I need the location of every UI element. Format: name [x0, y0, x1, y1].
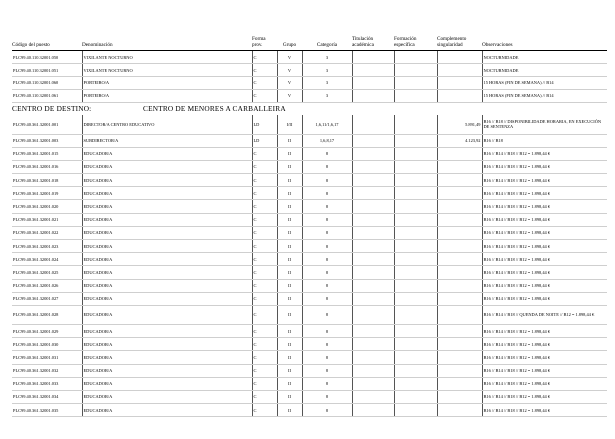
cell-formacion [394, 226, 437, 239]
cell-categoria: 8 [302, 377, 352, 390]
table-header [12, 32, 607, 49]
cell-categoria: 8 [302, 240, 352, 253]
cell-titulacion [352, 324, 394, 337]
cell-categoria: 8 [302, 279, 352, 292]
cell-denominacion: VIXILANTE NOCTURNO [82, 64, 252, 77]
cell-denominacion: EDUCADOR/A [82, 390, 252, 403]
cell-denominacion: EDUCADOR/A [82, 213, 252, 226]
cell-observaciones: B16 // B18 [482, 134, 607, 147]
table-row [12, 134, 607, 147]
cell-denominacion: EDUCADOR/A [82, 338, 252, 351]
table-row [12, 279, 607, 292]
cell-forma: C [252, 305, 277, 324]
cell-titulacion [352, 174, 394, 187]
header-complemento: Complemento singularidad [437, 36, 467, 49]
cell-categoria: 8 [302, 338, 352, 351]
cell-forma: C [252, 89, 277, 102]
cell-complemento [437, 174, 482, 187]
table-top [12, 51, 607, 103]
cell-complemento [437, 147, 482, 160]
cell-forma: C [252, 200, 277, 213]
cell-observaciones: B16 // B14 // B18 // QUENDA DE NOITE // B12 = 1.898,44 € [482, 305, 607, 324]
cell-observaciones: B16 // B14 // B18 // B12 = 1.898,44 € [482, 160, 607, 173]
cell-observaciones: B16 // B14 // B18 // B12 = 1.898,44 € [482, 174, 607, 187]
cell-titulacion [352, 390, 394, 403]
table-row [12, 51, 607, 64]
cell-forma: C [252, 377, 277, 390]
cell-titulacion [352, 213, 394, 226]
cell-titulacion [352, 147, 394, 160]
cell-observaciones: NOCTURNIDADE [482, 64, 607, 77]
cell-formacion [394, 77, 437, 90]
cell-complemento [437, 213, 482, 226]
cell-categoria: 8 [302, 324, 352, 337]
cell-formacion [394, 213, 437, 226]
cell-formacion [394, 160, 437, 173]
cell-codigo: PLC99.40.361.32001.033 [12, 377, 82, 390]
cell-denominacion: EDUCADOR/A [82, 200, 252, 213]
table-row [12, 324, 607, 337]
cell-codigo: PLC99.40.361.32001.023 [12, 240, 82, 253]
cell-denominacion: EDUCADOR/A [82, 266, 252, 279]
cell-grupo: V [277, 64, 302, 77]
cell-observaciones: B16 // B14 // B18 // B12 = 1.898,44 € [482, 240, 607, 253]
cell-grupo: II [277, 351, 302, 364]
cell-denominacion: EDUCADOR/A [82, 160, 252, 173]
cell-titulacion [352, 404, 394, 417]
cell-grupo: II [277, 390, 302, 403]
cell-codigo: PLC99.40.361.32001.026 [12, 279, 82, 292]
cell-observaciones: B16 // B14 // B18 // B12 = 1.898,44 € [482, 226, 607, 239]
cell-titulacion [352, 266, 394, 279]
cell-denominacion: EDUCADOR/A [82, 147, 252, 160]
cell-formacion [394, 51, 437, 64]
cell-formacion [394, 305, 437, 324]
cell-denominacion: EDUCADOR/A [82, 240, 252, 253]
table-row [12, 351, 607, 364]
cell-complemento [437, 292, 482, 305]
cell-grupo: II [277, 240, 302, 253]
cell-formacion [394, 147, 437, 160]
centro-label: CENTRO DE DESTINO: [12, 104, 92, 113]
cell-complemento [437, 377, 482, 390]
cell-codigo: PLC99.40.361.32001.016 [12, 160, 82, 173]
header-forma: Forma prov. [252, 36, 266, 49]
table-row [12, 338, 607, 351]
cell-codigo: PLC99.40.361.32001.027 [12, 292, 82, 305]
cell-observaciones: B16 // B14 // B18 // B12 = 1.898,44 € [482, 253, 607, 266]
cell-formacion [394, 240, 437, 253]
cell-forma: C [252, 279, 277, 292]
cell-denominacion: EDUCADOR/A [82, 187, 252, 200]
table-row [12, 377, 607, 390]
table-row [12, 174, 607, 187]
cell-categoria: 8 [302, 160, 352, 173]
cell-complemento [437, 266, 482, 279]
table-row [12, 213, 607, 226]
cell-codigo: PLC99.40.361.32001.034 [12, 390, 82, 403]
cell-complemento [437, 364, 482, 377]
table-row [12, 200, 607, 213]
cell-grupo: II [277, 187, 302, 200]
cell-grupo: II [277, 213, 302, 226]
cell-categoria: 8 [302, 200, 352, 213]
table-row [12, 292, 607, 305]
cell-codigo: PLC99.40.361.32001.030 [12, 338, 82, 351]
header-formacion: Formación específica [394, 36, 417, 49]
cell-titulacion [352, 226, 394, 239]
cell-grupo: II [277, 147, 302, 160]
cell-denominacion: PORTEIRO/A [82, 77, 252, 90]
cell-codigo: PLC99.40.361.32001.021 [12, 213, 82, 226]
cell-categoria: 8 [302, 226, 352, 239]
cell-grupo: II [277, 338, 302, 351]
cell-complemento: 5.891,49 [437, 115, 482, 134]
cell-complemento [437, 305, 482, 324]
cell-forma: C [252, 51, 277, 64]
cell-complemento [437, 253, 482, 266]
cell-complemento [437, 77, 482, 90]
cell-codigo: PLC99.40.361.32001.020 [12, 200, 82, 213]
cell-complemento [437, 200, 482, 213]
cell-titulacion [352, 305, 394, 324]
cell-forma: LD [252, 134, 277, 147]
cell-denominacion: EDUCADOR/A [82, 404, 252, 417]
cell-codigo: PLC99.40.361.32001.028 [12, 305, 82, 324]
cell-forma: LD [252, 115, 277, 134]
table-row [12, 240, 607, 253]
cell-forma: C [252, 292, 277, 305]
cell-formacion [394, 292, 437, 305]
cell-complemento [437, 279, 482, 292]
cell-titulacion [352, 279, 394, 292]
cell-denominacion: EDUCADOR/A [82, 377, 252, 390]
table-row [12, 64, 607, 77]
cell-denominacion: DIRECTOR/A CENTRO EDUCATIVO [82, 115, 252, 134]
cell-categoria: 8 [302, 390, 352, 403]
cell-categoria: 8 [302, 351, 352, 364]
cell-grupo: II [277, 404, 302, 417]
cell-complemento [437, 64, 482, 77]
cell-titulacion [352, 240, 394, 253]
cell-categoria: 1,6,11/1,6,17 [302, 115, 352, 134]
table-row [12, 404, 607, 417]
cell-categoria: 8 [302, 305, 352, 324]
cell-denominacion: SUBDIRECTOR/A [82, 134, 252, 147]
cell-titulacion [352, 187, 394, 200]
cell-observaciones: B16 // B14 // B18 // B12 = 1.898,44 € [482, 404, 607, 417]
table-bottom [12, 115, 607, 417]
header-titulacion: Titulación académica [352, 36, 374, 49]
cell-forma: C [252, 253, 277, 266]
cell-observaciones: 15 HORAS (FIN DE SEMANA) // B14 [482, 77, 607, 90]
cell-forma: C [252, 404, 277, 417]
cell-grupo: II [277, 364, 302, 377]
cell-codigo: PLC99.40.361.32001.032 [12, 364, 82, 377]
cell-formacion [394, 390, 437, 403]
cell-titulacion [352, 377, 394, 390]
cell-forma: C [252, 390, 277, 403]
cell-observaciones: NOCTURNIDADE [482, 51, 607, 64]
cell-codigo: PLC99.40.110.32001.051 [12, 64, 82, 77]
cell-codigo: PLC99.40.361.32001.001 [12, 115, 82, 134]
table-row [12, 266, 607, 279]
table-row [12, 364, 607, 377]
cell-grupo: II [277, 160, 302, 173]
cell-codigo: PLC99.40.361.32001.022 [12, 226, 82, 239]
cell-grupo: V [277, 77, 302, 90]
cell-codigo: PLC99.40.361.32001.031 [12, 351, 82, 364]
cell-observaciones: B16 // B14 // B18 // B12 = 1.898,44 € [482, 324, 607, 337]
cell-codigo: PLC99.40.361.32001.019 [12, 187, 82, 200]
table-row [12, 187, 607, 200]
cell-categoria: 3 [302, 77, 352, 90]
cell-categoria: 8 [302, 187, 352, 200]
header-grupo: Grupo [282, 42, 297, 49]
cell-denominacion: EDUCADOR/A [82, 292, 252, 305]
cell-observaciones: B16 // B14 // B18 // B12 = 1.898,44 € [482, 351, 607, 364]
cell-grupo: II [277, 134, 302, 147]
cell-complemento [437, 187, 482, 200]
cell-formacion [394, 200, 437, 213]
cell-titulacion [352, 77, 394, 90]
cell-complemento [437, 226, 482, 239]
cell-categoria: 8 [302, 364, 352, 377]
cell-complemento: 4.123,92 [437, 134, 482, 147]
cell-grupo: II [277, 174, 302, 187]
header-categoria: Categoría [316, 42, 338, 49]
cell-titulacion [352, 115, 394, 134]
cell-grupo: V [277, 89, 302, 102]
cell-denominacion: EDUCADOR/A [82, 324, 252, 337]
cell-categoria: 3 [302, 64, 352, 77]
cell-codigo: PLC99.40.361.32001.029 [12, 324, 82, 337]
cell-formacion [394, 253, 437, 266]
cell-forma: C [252, 351, 277, 364]
cell-observaciones: B16 // B14 // B18 // B12 = 1.898,44 € [482, 279, 607, 292]
table-row [12, 89, 607, 102]
cell-forma: C [252, 338, 277, 351]
cell-codigo: PLC99.40.361.32001.025 [12, 266, 82, 279]
cell-denominacion: EDUCADOR/A [82, 174, 252, 187]
cell-categoria: 8 [302, 213, 352, 226]
cell-formacion [394, 174, 437, 187]
cell-formacion [394, 364, 437, 377]
cell-titulacion [352, 200, 394, 213]
table-row [12, 147, 607, 160]
cell-denominacion: PORTEIRO/A [82, 89, 252, 102]
cell-categoria: 8 [302, 292, 352, 305]
cell-grupo: II [277, 377, 302, 390]
cell-observaciones: B16 // B14 // B18 // B12 = 1.898,44 € [482, 338, 607, 351]
cell-forma: C [252, 364, 277, 377]
cell-formacion [394, 324, 437, 337]
table-row [12, 305, 607, 324]
cell-complemento [437, 89, 482, 102]
header-observaciones: Observaciones [482, 42, 513, 49]
cell-codigo: PLC99.40.110.32001.060 [12, 77, 82, 90]
cell-observaciones: B16 // B14 // B18 // B12 = 1.898,44 € [482, 266, 607, 279]
cell-categoria: 8 [302, 253, 352, 266]
cell-formacion [394, 266, 437, 279]
cell-categoria: 8 [302, 174, 352, 187]
cell-titulacion [352, 160, 394, 173]
cell-categoria: 3 [302, 51, 352, 64]
cell-titulacion [352, 253, 394, 266]
cell-formacion [394, 64, 437, 77]
cell-formacion [394, 404, 437, 417]
table-row [12, 160, 607, 173]
cell-complemento [437, 338, 482, 351]
cell-forma: C [252, 226, 277, 239]
cell-grupo: II [277, 305, 302, 324]
cell-denominacion: EDUCADOR/A [82, 226, 252, 239]
cell-titulacion [352, 51, 394, 64]
cell-forma: C [252, 174, 277, 187]
cell-grupo: II [277, 324, 302, 337]
cell-forma: C [252, 160, 277, 173]
table-row [12, 115, 607, 134]
cell-complemento [437, 404, 482, 417]
cell-titulacion [352, 292, 394, 305]
cell-observaciones: B16 // B14 // B18 // B12 = 1.898,44 € [482, 292, 607, 305]
cell-codigo: PLC99.40.361.32001.003 [12, 134, 82, 147]
table-row [12, 253, 607, 266]
cell-categoria: 8 [302, 147, 352, 160]
cell-formacion [394, 89, 437, 102]
cell-codigo: PLC99.40.361.32001.015 [12, 147, 82, 160]
cell-forma: C [252, 64, 277, 77]
cell-denominacion: EDUCADOR/A [82, 279, 252, 292]
cell-categoria: 3 [302, 89, 352, 102]
cell-grupo: I/II [277, 115, 302, 134]
cell-titulacion [352, 351, 394, 364]
cell-observaciones: B16 // B18 // DISPONIBILIDADE HORARIA, EN EXECUCIÓN DE SENTENZA [482, 115, 607, 134]
cell-grupo: II [277, 200, 302, 213]
cell-formacion [394, 187, 437, 200]
cell-grupo: II [277, 292, 302, 305]
cell-codigo: PLC99.40.361.32001.024 [12, 253, 82, 266]
cell-forma: C [252, 147, 277, 160]
cell-complemento [437, 51, 482, 64]
cell-formacion [394, 351, 437, 364]
cell-denominacion: EDUCADOR/A [82, 364, 252, 377]
cell-observaciones: B16 // B14 // B18 // B12 = 1.898,44 € [482, 377, 607, 390]
cell-complemento [437, 324, 482, 337]
cell-observaciones: 15 HORAS (FIN DE SEMANA) // B14 [482, 89, 607, 102]
cell-denominacion: VIXILANTE NOCTURNO [82, 51, 252, 64]
cell-forma: C [252, 324, 277, 337]
cell-observaciones: B16 // B14 // B18 // B12 = 1.898,44 € [482, 213, 607, 226]
cell-grupo: II [277, 279, 302, 292]
table-row [12, 77, 607, 90]
cell-categoria: 8 [302, 266, 352, 279]
header-denominacion: Denominación [82, 42, 113, 49]
cell-grupo: V [277, 51, 302, 64]
cell-titulacion [352, 64, 394, 77]
cell-observaciones: B16 // B14 // B18 // B12 = 1.898,44 € [482, 390, 607, 403]
cell-observaciones: B16 // B14 // B18 // B12 = 1.898,44 € [482, 187, 607, 200]
cell-titulacion [352, 338, 394, 351]
cell-complemento [437, 240, 482, 253]
cell-observaciones: B16 // B14 // B18 // B12 = 1.898,44 € [482, 200, 607, 213]
cell-observaciones: B16 // B14 // B18 // B12 = 1.898,44 € [482, 147, 607, 160]
cell-grupo: II [277, 253, 302, 266]
cell-formacion [394, 279, 437, 292]
centro-name: CENTRO DE MENORES A CARBALLEIRA [143, 104, 286, 113]
table-row [12, 226, 607, 239]
cell-codigo: PLC99.40.361.32001.018 [12, 174, 82, 187]
cell-denominacion: EDUCADOR/A [82, 351, 252, 364]
cell-formacion [394, 338, 437, 351]
cell-forma: C [252, 213, 277, 226]
cell-titulacion [352, 364, 394, 377]
cell-forma: C [252, 240, 277, 253]
cell-formacion [394, 134, 437, 147]
cell-complemento [437, 160, 482, 173]
cell-categoria: 8 [302, 404, 352, 417]
cell-complemento [437, 390, 482, 403]
cell-codigo: PLC99.40.110.32001.061 [12, 89, 82, 102]
cell-grupo: II [277, 226, 302, 239]
cell-categoria: 1,6,8,17 [302, 134, 352, 147]
cell-formacion [394, 377, 437, 390]
cell-observaciones: B16 // B14 // B18 // B12 = 1.898,44 € [482, 364, 607, 377]
cell-codigo: PLC99.40.110.32001.050 [12, 51, 82, 64]
cell-codigo: PLC99.40.361.32001.035 [12, 404, 82, 417]
cell-titulacion [352, 89, 394, 102]
cell-forma: C [252, 77, 277, 90]
cell-forma: C [252, 187, 277, 200]
cell-forma: C [252, 266, 277, 279]
table-row [12, 390, 607, 403]
cell-titulacion [352, 134, 394, 147]
cell-denominacion: EDUCADOR/A [82, 253, 252, 266]
header-codigo: Código del puesto [12, 42, 50, 49]
cell-grupo: II [277, 266, 302, 279]
cell-complemento [437, 351, 482, 364]
cell-denominacion: EDUCADOR/A [82, 305, 252, 324]
cell-formacion [394, 115, 437, 134]
